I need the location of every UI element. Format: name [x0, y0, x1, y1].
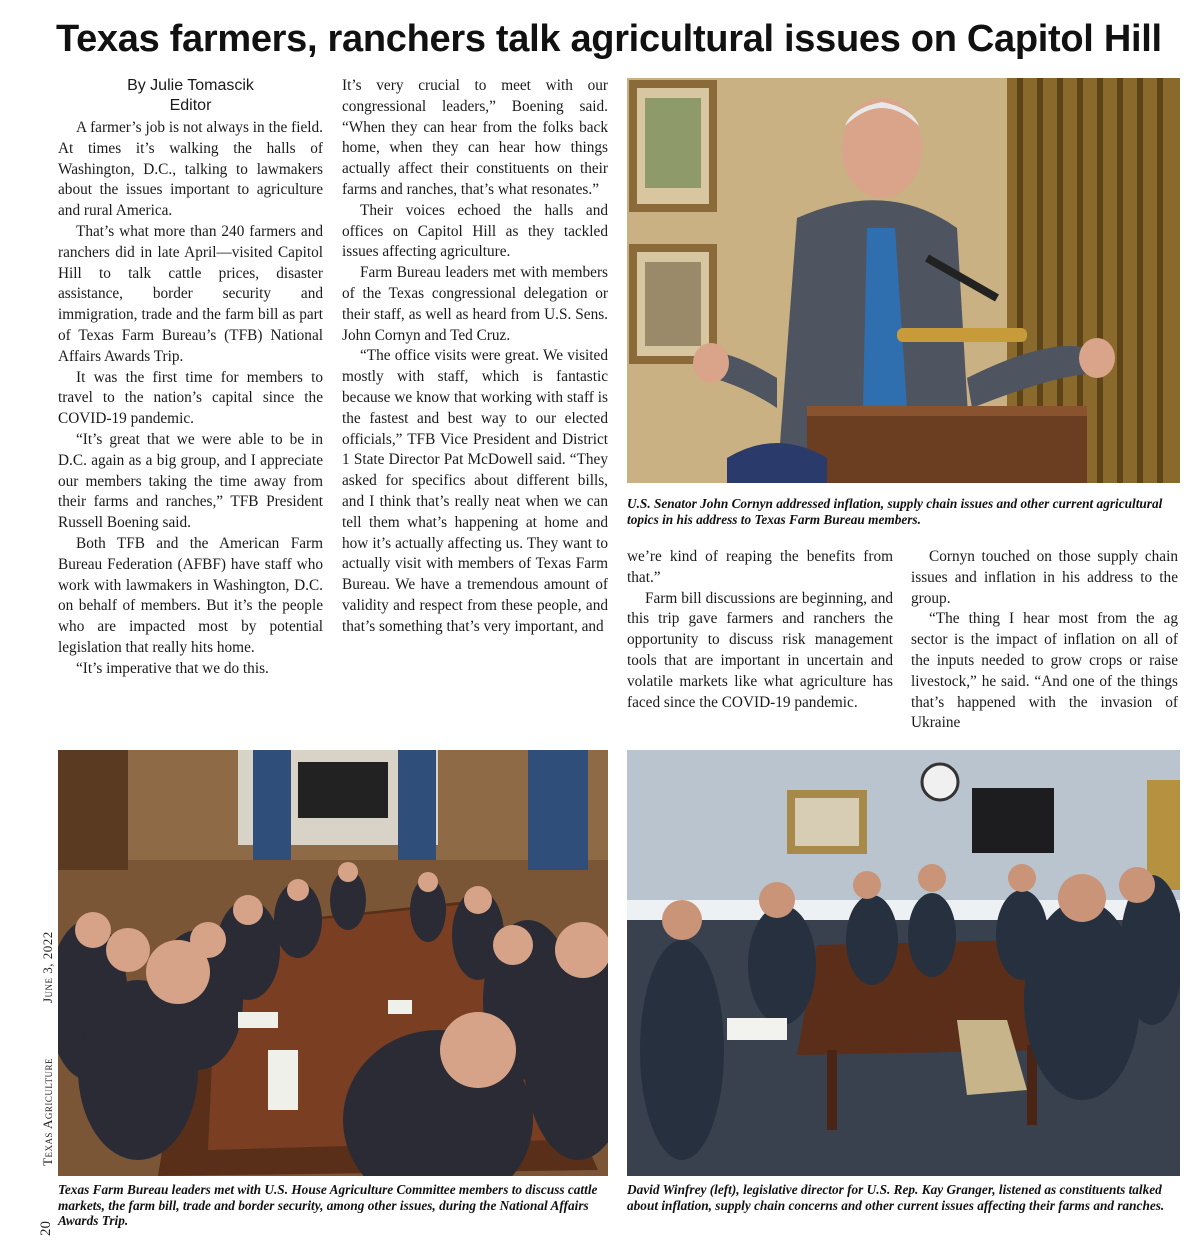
photo-committee-meeting: [58, 750, 608, 1176]
paragraph: we’re kind of reaping the benefits from that.”: [627, 548, 893, 586]
article-column-4: [911, 547, 1178, 734]
byline: [58, 76, 323, 116]
byline-role: Editor: [169, 97, 212, 114]
paragraph: “It’s great that we were able to be in D.C. again as a big group, and I appreciate our members taking the time away from their farms and ranches,” TFB President Russell Boening said.: [58, 430, 323, 532]
paragraph: Both TFB and the American Farm Bureau Federation (AFBF) have staff who work with lawmakers in Washington, D.C. on behalf of members. But it’s the people who are impacted most by potential legislation that really hits home.: [58, 534, 323, 656]
paragraph: “The office visits were great. We visited mostly with staff, which is fantastic because we know that working with staff is the fastest and best way to our elected officials,” TFB Vice President and District 1 State Director Pat McDowell said. “They asked for specifics about different bills, and I think that’s really neat when we can tell them what’s happening at home and how it’s actually affecting us. They want to actually visit with members of Texas Farm Bureau. We have a tremendous amount of validity and respect from these people, and that’s something that’s very important, and: [342, 347, 608, 635]
caption-winfrey: David Winfrey (left), legislative director for U.S. Rep. Kay Granger, listened as constituents talked about inflation, supply chain concerns and other current issues affecting their farms and ranches.: [627, 1182, 1165, 1213]
paragraph: “The thing I hear most from the ag sector is the impact of inflation on all of the inputs needed to grow crops or raise livestock,” he said. “And one of the things that’s happened with the invasion of Ukraine: [911, 610, 1178, 732]
issue-date: June 3, 2022: [40, 931, 55, 1003]
paragraph: That’s what more than 240 farmers and ranchers did in late April—visited Capitol Hill to talk cattle prices, disaster assistance, border security and immigration, trade and the farm bill as part of Texas Farm Bureau’s (TFB) National Affairs Awards Trip.: [58, 222, 323, 365]
photo-office-meeting: [627, 750, 1180, 1176]
paragraph: Their voices echoed the halls and offices on Capitol Hill as they tackled issues affecting agriculture.: [342, 201, 608, 261]
paragraph: It’s very crucial to meet with our congressional leaders,” Boening said. “When they can hear from the folks back home, when they can hear how things actually affect their constituents on their farms and ranches, that’s what resonates.”: [342, 77, 608, 198]
paragraph: Farm bill discussions are beginning, and this trip gave farmers and ranchers the opportunity to discuss risk management tools that are important in uncertain and volatile markets like what agriculture has faced since the COVID-19 pandemic.: [627, 589, 893, 711]
caption-cornyn: U.S. Senator John Cornyn addressed inflation, supply chain issues and other current agricultural topics in his address to Texas Farm Bureau members.: [627, 496, 1163, 527]
paragraph: A farmer’s job is not always in the field. At times it’s walking the halls of Washington, D.C., talking to lawmakers about the issues important to agriculture and rural America.: [58, 119, 323, 220]
page-number: 20: [38, 1221, 54, 1236]
photo-senator-cornyn: [627, 78, 1180, 483]
paragraph: It was the first time for members to travel to the nation’s capital since the COVID-19 pandemic.: [58, 368, 323, 428]
paragraph: Farm Bureau leaders met with members of the Texas congressional delegation or their staff, as well as heard from U.S. Sens. John Cornyn and Ted Cruz.: [342, 264, 608, 344]
article-column-2: [342, 76, 608, 638]
caption-committee: Texas Farm Bureau leaders met with U.S. House Agriculture Committee members to discuss cattle markets, the farm bill, trade and border security, among other issues, during the National Affairs Awards Trip.: [58, 1182, 598, 1228]
byline-author: By Julie Tomascik: [127, 77, 254, 94]
paragraph: Cornyn touched on those supply chain issues and inflation in his address to the group.: [911, 548, 1178, 607]
article-column-1: [58, 118, 323, 680]
article-column-3: [627, 547, 893, 713]
paragraph: “It’s imperative that we do this.: [76, 659, 269, 677]
publication-name: Texas Agriculture: [40, 1057, 55, 1166]
page-headline: Texas farmers, ranchers talk agricultural issues on Capitol Hill: [56, 18, 1162, 60]
